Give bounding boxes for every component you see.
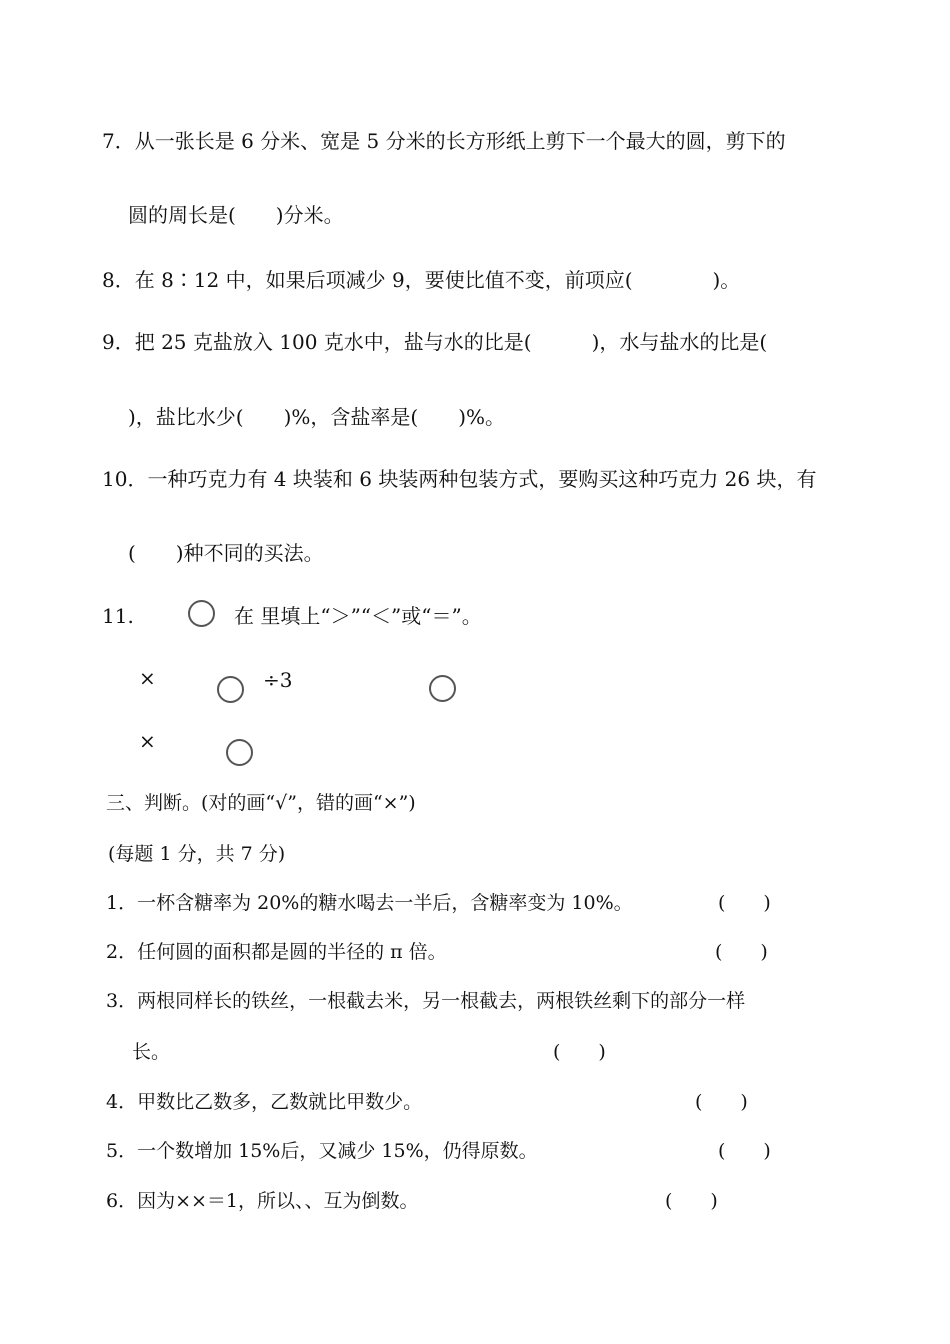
comparison-circle-icon[interactable]: [217, 676, 244, 703]
question-11-row-1-left: ×: [139, 666, 156, 690]
question-10-line-1: 10．一种巧克力有 4 块装和 6 块装两种包装方式，要购买这种巧克力 26 块，有: [102, 467, 817, 491]
question-8-line-1: 8．在 8∶12 中，如果后项减少 9，要使比值不变，前项应( )。: [102, 268, 741, 292]
comparison-circle-icon: [188, 600, 215, 627]
question-9-line-2: )，盐比水少( )%，含盐率是( )%。: [128, 405, 506, 429]
judgment-answer-6[interactable]: ( ): [665, 1190, 718, 1212]
judgment-item-2: 2．任何圆的面积都是圆的半径的 π 倍。: [106, 941, 447, 963]
judgment-answer-4[interactable]: ( ): [695, 1091, 748, 1113]
section-3-title: 三、判断。(对的画“√”，错的画“×”): [106, 792, 416, 814]
judgment-item-6: 6．因为××＝1，所以、、互为倒数。: [106, 1190, 419, 1212]
question-11-row-2-left: ×: [139, 729, 156, 753]
question-11-row-1-mid: ÷3: [263, 668, 293, 692]
judgment-item-1: 1．一杯含糖率为 20%的糖水喝去一半后，含糖率变为 10%。: [106, 892, 633, 914]
judgment-answer-3[interactable]: ( ): [553, 1041, 606, 1063]
judgment-answer-5[interactable]: ( ): [718, 1140, 771, 1162]
section-3-score: (每题 1 分，共 7 分): [108, 843, 286, 865]
judgment-answer-1[interactable]: ( ): [718, 892, 771, 914]
question-10-line-2: ( )种不同的买法。: [128, 541, 324, 565]
comparison-circle-icon[interactable]: [226, 739, 253, 766]
judgment-item-4: 4．甲数比乙数多，乙数就比甲数少。: [106, 1091, 423, 1113]
judgment-item-5: 5．一个数增加 15%后，又减少 15%，仍得原数。: [106, 1140, 538, 1162]
question-11-instruction: 在 里填上“＞”“＜”或“＝”。: [234, 604, 482, 628]
judgment-item-3-continued: 长。: [132, 1041, 171, 1063]
question-7-line-2: 圆的周长是( )分米。: [128, 203, 344, 227]
question-7-line-1: 7．从一张长是 6 分米、宽是 5 分米的长方形纸上剪下一个最大的圆，剪下的: [102, 129, 786, 153]
question-11-number: 11.: [102, 604, 134, 628]
comparison-circle-icon[interactable]: [429, 675, 456, 702]
judgment-item-3: 3．两根同样长的铁丝，一根截去米，另一根截去，两根铁丝剩下的部分一样: [106, 990, 746, 1012]
judgment-answer-2[interactable]: ( ): [715, 941, 768, 963]
question-9-line-1: 9．把 25 克盐放入 100 克水中，盐与水的比是( )，水与盐水的比是(: [102, 330, 768, 354]
